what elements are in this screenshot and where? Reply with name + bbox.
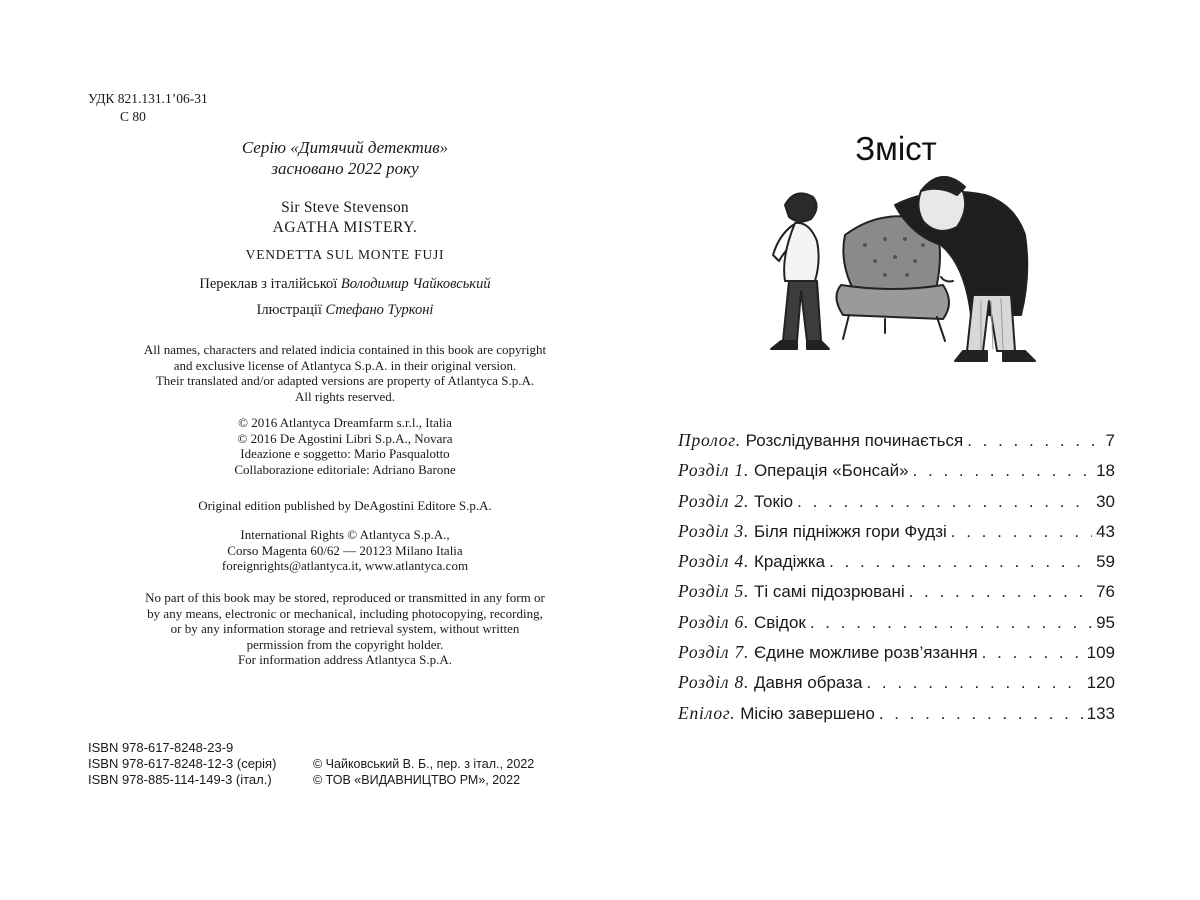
illustrator-name: Стефано Турконі: [325, 302, 434, 318]
toc-leader-dots: [982, 643, 1083, 663]
toc-entry[interactable]: [678, 430, 1115, 460]
illustrator-credit: [80, 300, 610, 320]
table-of-contents: [678, 430, 1115, 733]
disclaimer-line: by any means, electronic or mechanical, including photocopying, recording,: [147, 605, 543, 621]
copyright-notice: [80, 415, 610, 477]
original-edition-note: Original edition published by DeAgostini Editore S.p.A.: [198, 498, 492, 513]
toc-page-number: 30: [1096, 491, 1115, 511]
toc-page-number: 7: [1105, 431, 1115, 450]
toc-label: Розділ 4.: [678, 551, 750, 572]
series-note: [80, 137, 610, 179]
contents-page: [600, 0, 1200, 900]
rights-line: foreignrights@atlantyca.it, www.atlantyca.com: [221, 558, 469, 573]
toc-label: Розділ 7.: [678, 642, 750, 663]
toc-label: Розділ 1.: [678, 460, 750, 481]
toc-entry[interactable]: [678, 521, 1115, 551]
toc-page-number: 43: [1096, 521, 1115, 541]
toc-label: Розділ 5.: [678, 581, 750, 602]
disclaimer-line: permission from the copyright holder.: [246, 636, 444, 652]
rights-line: International Rights © Atlantyca S.p.A.,: [240, 527, 450, 542]
illustration-boy-butler-armchair: [745, 165, 1055, 370]
toc-title: Біля підніжжя гори Фудзі: [753, 521, 947, 541]
classification-codes: [88, 90, 208, 126]
rights-line: Corso Magenta 60/62 — 20123 Milano Italia: [227, 542, 463, 558]
bbk-code: С 80: [120, 109, 146, 124]
disclaimer-line: For information address Atlantyca S.p.A.: [237, 652, 453, 667]
toc-title: Давня образа: [753, 673, 863, 693]
toc-entry[interactable]: [678, 491, 1115, 521]
toc-leader-dots: [866, 673, 1082, 693]
toc-page-number: 18: [1096, 461, 1115, 481]
illustrator-prefix: Ілюстрації: [256, 302, 326, 318]
toc-leader-dots: [879, 704, 1083, 724]
toc-title: Розслідування починається: [745, 431, 964, 450]
book-subtitle: VENDETTA SUL MONTE FUJI: [245, 247, 445, 262]
translator-prefix: Переклав з італійської: [199, 276, 341, 292]
copyright-line: Ideazione e soggetto: Mario Pasqualotto: [240, 446, 450, 461]
isbn-line: ISBN 978-617-8248-23-9: [88, 740, 234, 755]
publisher-copyright: [313, 756, 534, 788]
toc-page-number: 76: [1096, 582, 1115, 602]
toc-leader-dots: [810, 613, 1092, 633]
toc-title: Свідок: [753, 612, 806, 632]
toc-title: Токіо: [753, 491, 794, 511]
toc-leader-dots: [951, 522, 1092, 542]
toc-leader-dots: [913, 461, 1093, 481]
toc-page-number: 95: [1096, 612, 1115, 632]
series-line: засновано 2022 року: [271, 159, 419, 178]
legal-line: Their translated and/or adapted versions are property of Atlantyca S.p.A.: [155, 373, 535, 388]
toc-entry[interactable]: [678, 460, 1115, 490]
copyright-line: © 2016 Atlantyca Dreamfarm s.r.l., Italia: [238, 415, 452, 430]
copyright-line: Collaborazione editoriale: Adriano Barone: [234, 461, 456, 477]
toc-label: Розділ 6.: [678, 611, 750, 632]
toc-leader-dots: [797, 492, 1092, 512]
toc-entry[interactable]: [678, 642, 1115, 672]
publisher-copyright-line: © Чайковський В. Б., пер. з італ., 2022: [313, 757, 535, 771]
contents-heading: Зміст: [855, 130, 937, 168]
toc-leader-dots: [967, 431, 1101, 451]
isbn-line: ISBN 978-617-8248-12-3 (серія): [88, 756, 277, 771]
toc-leader-dots: [909, 582, 1092, 602]
toc-page-number: 109: [1086, 643, 1115, 663]
toc-entry[interactable]: [678, 581, 1115, 611]
isbn-list: [88, 740, 276, 788]
translator-credit: [80, 274, 610, 294]
toc-entry[interactable]: [678, 703, 1115, 733]
toc-label: Розділ 8.: [678, 672, 750, 693]
toc-page-number: 120: [1086, 673, 1115, 693]
legal-line: and exclusive license of Atlantyca S.p.A. in their original version.: [173, 357, 517, 373]
toc-page-number: 59: [1096, 552, 1115, 572]
toc-label: Розділ 2.: [678, 490, 750, 511]
disclaimer-line: or by any information storage and retrieval system, without written: [170, 621, 520, 636]
series-line: Серію «Дитячий детектив»: [241, 138, 449, 157]
toc-title: Крадіжка: [753, 552, 826, 572]
international-rights: [80, 527, 610, 574]
legal-line: All rights reserved.: [294, 388, 395, 404]
toc-entry[interactable]: [678, 612, 1115, 642]
toc-entry[interactable]: [678, 672, 1115, 702]
toc-title: Ті самі підозрювані: [753, 582, 905, 602]
publisher-copyright-line: © ТОВ «ВИДАВНИЦТВО РМ», 2022: [313, 773, 521, 787]
copyright-line: © 2016 De Agostini Libri S.p.A., Novara: [237, 430, 453, 446]
toc-label: Пролог.: [678, 430, 741, 450]
book-title: AGATHA MISTERY.: [272, 219, 418, 236]
disclaimer-line: No part of this book may be stored, reproduced or transmitted in any form or: [145, 590, 545, 605]
legal-line: All names, characters and related indicia contained in this book are copyright: [143, 342, 547, 357]
isbn-line: ISBN 978-885-114-149-3 (італ.): [88, 772, 272, 787]
legal-notice: [80, 342, 610, 404]
toc-entry[interactable]: [678, 551, 1115, 581]
toc-title: Єдине можливе розв’язання: [753, 643, 978, 663]
toc-leader-dots: [829, 552, 1092, 572]
udk-code: УДК 821.131.1’06-31: [88, 91, 208, 106]
author-name: Sir Steve Stevenson: [281, 199, 409, 216]
translator-name: Володимир Чайковський: [340, 276, 491, 292]
toc-page-number: 133: [1086, 703, 1115, 723]
toc-title: Операція «Бонсай»: [753, 461, 909, 481]
reproduction-disclaimer: [80, 590, 610, 668]
toc-title: Місію завершено: [740, 703, 875, 723]
toc-label: Епілог.: [678, 702, 736, 723]
toc-label: Розділ 3.: [678, 520, 750, 541]
